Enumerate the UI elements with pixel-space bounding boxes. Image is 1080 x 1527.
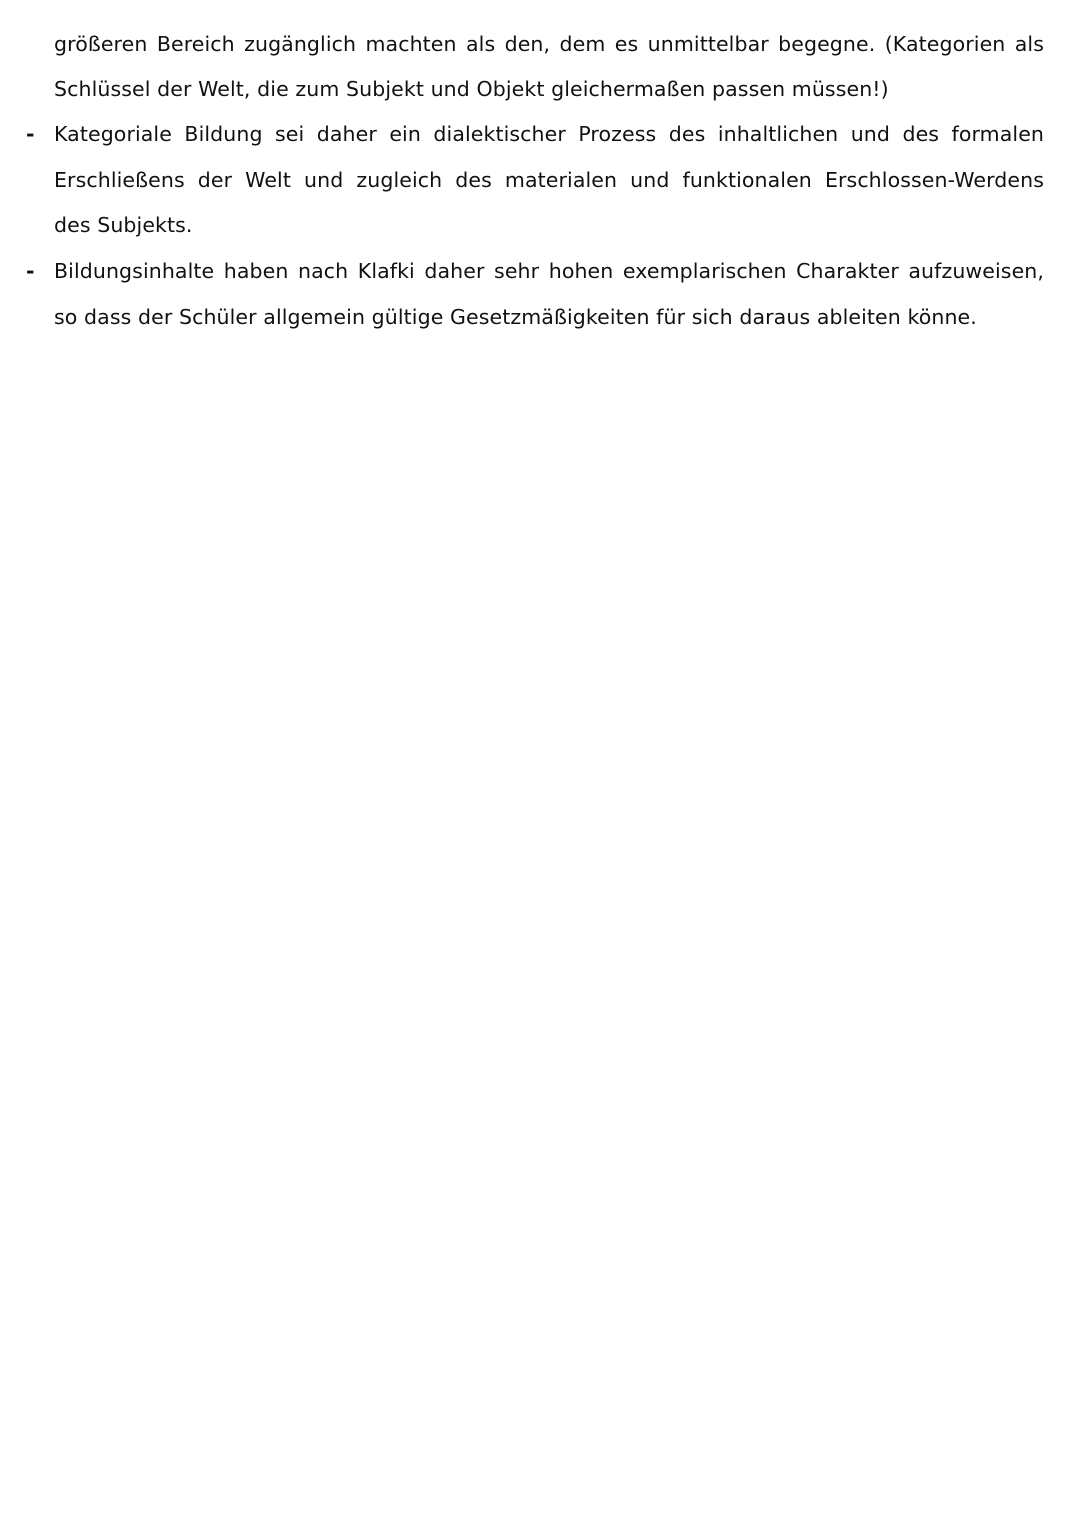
bullet-marker-2: -	[26, 259, 35, 283]
bullet-marker-1: -	[26, 122, 35, 146]
continuation-line-1: größeren Bereich zugänglich machten als den, dem es unmittelbar begegne. (Kategorien als	[54, 32, 1044, 56]
bullet-2-line-2: so dass der Schüler allgemein gültige Gesetzmäßigkeiten für sich daraus ableiten könne.	[54, 305, 977, 329]
bullet-1-line-3: des Subjekts.	[54, 213, 193, 237]
bullet-2-line-1: Bildungsinhalte haben nach Klafki daher sehr hohen exemplarischen Charakter aufzuweisen,	[54, 259, 1044, 283]
bullet-1-line-1: Kategoriale Bildung sei daher ein dialektischer Prozess des inhaltlichen und des formalen	[54, 122, 1044, 146]
bullet-1-line-2: Erschließens der Welt und zugleich des materialen und funktionalen Erschlossen-Werdens	[54, 168, 1044, 192]
continuation-line-2: Schlüssel der Welt, die zum Subjekt und Objekt gleichermaßen passen müssen!)	[54, 77, 889, 101]
